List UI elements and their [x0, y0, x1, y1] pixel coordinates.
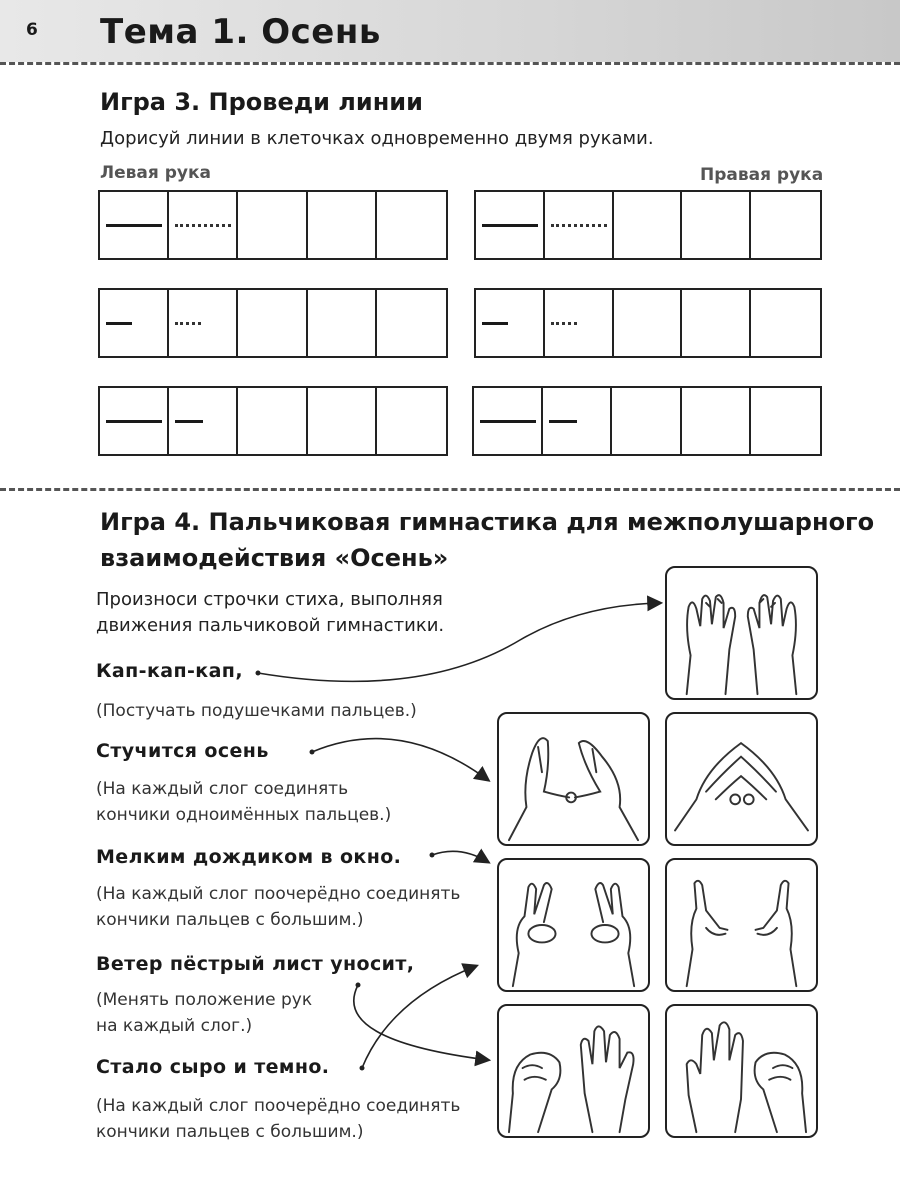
verse-line-2: Стучится осень [96, 740, 269, 762]
grid-cell[interactable] [614, 290, 683, 356]
verse-note-5a: (На каждый слог поочерёдно соединять [96, 1096, 461, 1116]
grid-cell[interactable] [377, 290, 446, 356]
grid-cell[interactable] [545, 290, 614, 356]
grid-cell[interactable] [543, 388, 612, 454]
verse-note-2b: кончики одноимённых пальцев.) [96, 805, 392, 825]
grid-cell[interactable] [476, 192, 545, 258]
fist-palm-right-illustration [665, 1004, 818, 1138]
verse-line-3: Мелким дождиком в окно. [96, 846, 402, 868]
fist-palm-left-illustration [497, 1004, 650, 1138]
grid-cell[interactable] [751, 192, 820, 258]
divider-middle [0, 488, 900, 491]
grid-cell[interactable] [238, 290, 307, 356]
right-grid-row-3[interactable] [472, 386, 822, 456]
verse-note-4b: на каждый слог.) [96, 1016, 253, 1036]
line-sample [175, 420, 203, 423]
game4-title-line1: Игра 4. Пальчиковая гимнастика для межполушарного [100, 508, 875, 536]
grid-cell[interactable] [751, 290, 820, 356]
grid-cell[interactable] [545, 192, 614, 258]
arrow-verse-2 [312, 739, 488, 780]
verse-note-5b: кончики пальцев с большим.) [96, 1122, 364, 1142]
game3-title: Игра 3. Проведи линии [100, 88, 423, 116]
line-sample [480, 420, 536, 423]
dotted-guide [551, 322, 577, 325]
arrow-verse-5 [362, 966, 476, 1068]
verse-line-1: Кап-кап-кап, [96, 660, 243, 682]
right-grid-row-2[interactable] [474, 288, 822, 358]
left-grid-row-1[interactable] [98, 190, 448, 260]
grid-cell[interactable] [308, 192, 377, 258]
verse-note-1a: (Постучать подушечками пальцев.) [96, 701, 417, 721]
grid-cell[interactable] [612, 388, 681, 454]
grid-cell[interactable] [474, 388, 543, 454]
grid-cell[interactable] [682, 192, 751, 258]
page-title: Тема 1. Осень [100, 12, 381, 52]
grid-cell[interactable] [169, 388, 238, 454]
line-sample [482, 322, 508, 325]
line-sample [106, 420, 162, 423]
finger-rings-left-illustration [497, 858, 650, 992]
grid-cell[interactable] [100, 388, 169, 454]
line-sample [482, 224, 538, 227]
grid-cell[interactable] [377, 388, 446, 454]
grid-cell[interactable] [238, 192, 307, 258]
fingertips-apart-illustration [497, 712, 650, 846]
verse-note-3b: кончики пальцев с большим.) [96, 910, 364, 930]
left-hand-label: Левая рука [100, 163, 211, 183]
game4-intro-line2: движения пальчиковой гимнастики. [96, 615, 445, 636]
game3-instruction: Дорисуй линии в клеточках одновременно двумя руками. [100, 128, 654, 149]
verse-note-4a: (Менять положение рук [96, 990, 313, 1010]
dotted-guide [175, 322, 201, 325]
grid-cell[interactable] [100, 192, 169, 258]
grid-cell[interactable] [169, 192, 238, 258]
fingertips-together-illustration [665, 712, 818, 846]
arrow-verse-4 [354, 985, 488, 1060]
grid-cell[interactable] [238, 388, 307, 454]
right-grid-row-1[interactable] [474, 190, 822, 260]
page-number: 6 [26, 20, 38, 40]
game4-title-line2: взаимодействия «Осень» [100, 544, 449, 572]
grid-cell[interactable] [169, 290, 238, 356]
grid-cell[interactable] [308, 388, 377, 454]
grid-cell[interactable] [100, 290, 169, 356]
grid-cell[interactable] [614, 192, 683, 258]
divider-top [0, 62, 900, 65]
grid-cell[interactable] [751, 388, 820, 454]
line-sample [106, 322, 132, 325]
dotted-guide [551, 224, 607, 227]
verse-note-2a: (На каждый слог соединять [96, 779, 349, 799]
grid-cell[interactable] [682, 388, 751, 454]
grid-cell[interactable] [308, 290, 377, 356]
verse-line-4: Ветер пёстрый лист уносит, [96, 953, 415, 975]
game4-intro-line1: Произноси строчки стиха, выполняя [96, 589, 443, 610]
hands-tapping-illustration [665, 566, 818, 700]
left-grid-row-3[interactable] [98, 386, 448, 456]
verse-line-5: Стало сыро и темно. [96, 1056, 330, 1078]
grid-cell[interactable] [377, 192, 446, 258]
line-sample [106, 224, 162, 227]
line-sample [549, 420, 577, 423]
grid-cell[interactable] [682, 290, 751, 356]
grid-cell[interactable] [476, 290, 545, 356]
arrow-verse-3 [432, 851, 488, 862]
verse-note-3a: (На каждый слог поочерёдно соединять [96, 884, 461, 904]
left-grid-row-2[interactable] [98, 288, 448, 358]
right-hand-label: Правая рука [700, 165, 824, 185]
dotted-guide [175, 224, 231, 227]
finger-rings-right-illustration [665, 858, 818, 992]
